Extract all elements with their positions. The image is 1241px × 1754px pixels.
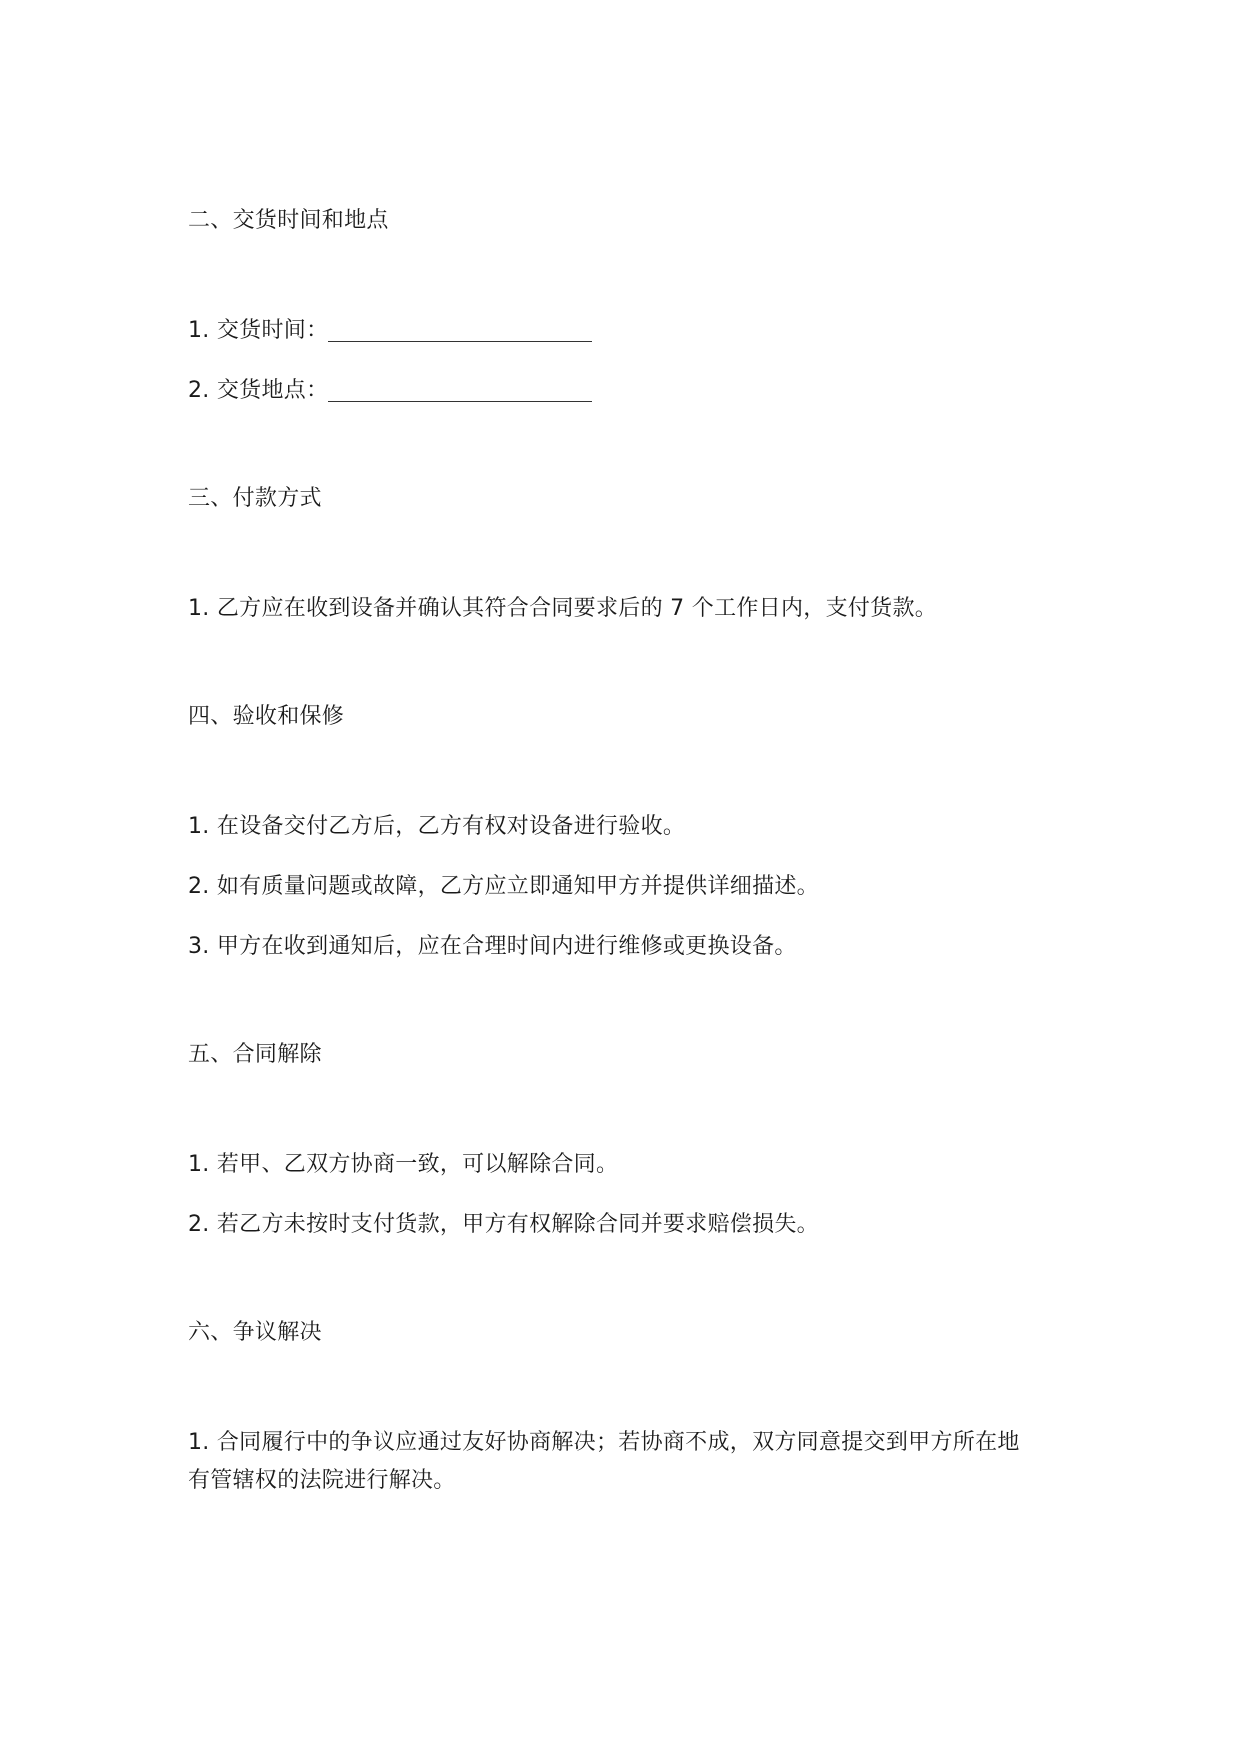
termination-item-2: 2. 若乙方未按时支付货款，甲方有权解除合同并要求赔偿损失。 — [188, 1212, 819, 1237]
section-heading-acceptance: 四、验收和保修 — [188, 704, 345, 729]
delivery-place-label: 2. 交货地点： — [188, 378, 329, 403]
section-heading-dispute: 六、争议解决 — [188, 1320, 322, 1345]
delivery-time-label: 1. 交货时间： — [188, 318, 329, 343]
acceptance-item-3: 3. 甲方在收到通知后，应在合理时间内进行维修或更换设备。 — [188, 934, 797, 959]
delivery-place-blank — [328, 375, 592, 402]
acceptance-item-2: 2. 如有质量问题或故障，乙方应立即通知甲方并提供详细描述。 — [188, 874, 819, 899]
dispute-item-1-line-1: 1. 合同履行中的争议应通过友好协商解决；若协商不成，双方同意提交到甲方所在地 — [188, 1430, 1020, 1455]
termination-item-1: 1. 若甲、乙双方协商一致，可以解除合同。 — [188, 1152, 619, 1177]
delivery-time-blank — [328, 315, 592, 342]
delivery-time-row — [188, 312, 592, 350]
section-heading-termination: 五、合同解除 — [188, 1042, 322, 1067]
delivery-place-row — [188, 372, 592, 410]
section-heading-delivery: 二、交货时间和地点 — [188, 208, 389, 233]
section-heading-payment: 三、付款方式 — [188, 486, 322, 511]
acceptance-item-1: 1. 在设备交付乙方后，乙方有权对设备进行验收。 — [188, 814, 686, 839]
payment-item-1: 1. 乙方应在收到设备并确认其符合合同要求后的 7 个工作日内，支付货款。 — [188, 596, 938, 621]
dispute-item-1-line-2: 有管辖权的法院进行解决。 — [188, 1468, 456, 1493]
